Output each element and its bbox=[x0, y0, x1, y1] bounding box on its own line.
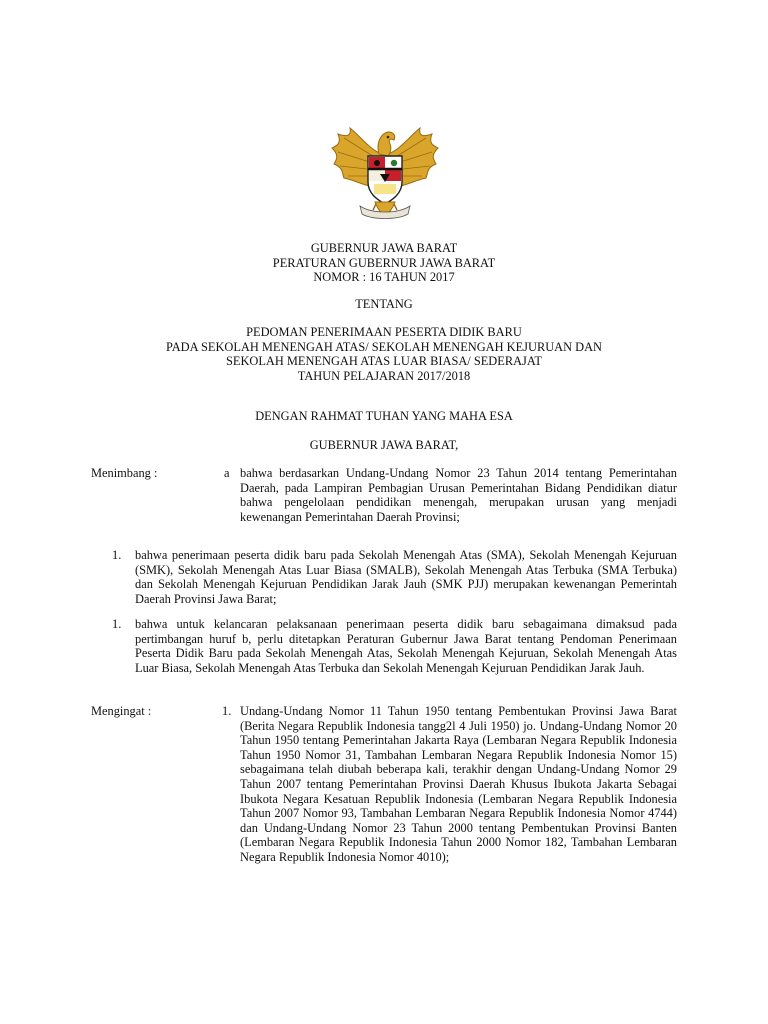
menimbang-item-a-marker: a bbox=[224, 466, 230, 480]
mengingat-item-1-marker: 1. bbox=[222, 704, 232, 718]
tentang-heading: TENTANG bbox=[355, 297, 413, 311]
menimbang-item-c-text: bahwa untuk kelancaran pelaksanaan penerimaan peserta didik baru sebagaimana dimaksud pada pertimbangan huruf b, perlu ditetapkan Peraturan Gubernur Jawa Barat tentang Pendoman Penerimaan Peserta Didik Baru pada Sekolah Menengah Atas, Sekolah Menengah Kejuruan, Sekolah Menengah Atas Luar Biasa, Sekolah Menengah Atas Terbuka dan Sekolah Menengah Kejuruan Pendidikan Jarak Jauh. bbox=[135, 617, 677, 675]
rahmat-line: DENGAN RAHMAT TUHAN YANG MAHA ESA bbox=[255, 409, 513, 423]
title-line-3: SEKOLAH MENENGAH ATAS LUAR BIASA/ SEDERAJAT bbox=[225, 354, 542, 369]
gubernur-line: GUBERNUR JAWA BARAT, bbox=[309, 438, 459, 452]
menimbang-item-b-marker: 1. bbox=[112, 548, 122, 562]
menimbang-item-c-marker: 1. bbox=[112, 617, 122, 631]
menimbang-label: Menimbang : bbox=[91, 466, 158, 480]
title-block bbox=[0, 325, 768, 383]
garuda-emblem-icon bbox=[330, 124, 440, 224]
header-line-3: NOMOR : 16 TAHUN 2017 bbox=[313, 270, 455, 285]
mengingat-label: Mengingat : bbox=[91, 704, 152, 718]
menimbang-item-a-text: bahwa berdasarkan Undang-Undang Nomor 23 Tahun 2014 tentang Pemerintahan Daerah, pada Lampiran Pembagian Urusan Pemerintahan Bidang Pendidikan diatur bahwa pengelolaan pendidikan menengah, merupakan urusan yang menjadi kewenangan Pemerintahan Daerah Provinsi; bbox=[240, 466, 677, 524]
header-block bbox=[0, 241, 768, 285]
header-line-2: PERATURAN GUBERNUR JAWA BARAT bbox=[272, 255, 496, 270]
mengingat-item-1-text: Undang-Undang Nomor 11 Tahun 1950 tentang Pembentukan Provinsi Jawa Barat (Berita Negara Republik Indonesia tangg2l 4 Juli 1950) jo. Undang-Undang Nomor 20 Tahun 1950 tentang Pemerintahan Jakarta Raya (Lembaran Negara Republik Indonesia Tahun 1950 Nomor 31, Tambahan Lembaran Negara Republik Indonesia Nomor 15) sebagaimana telah diubah beberapa kali, terakhir dengan Undang-Undang Nomor 29 Tahun 2007 tentang Pemerintahan Provinsi Daerah Khusus Ibukota Jakarta Sebagai Ibukota Negara Kesatuan Republik Indonesia (Lembaran Negara Republik Indonesia Tahun 2007 Nomor 93, Tambahan Lembaran Negara Republik Indonesia Nomor 4744) dan Undang-Undang Nomor 23 Tahun 2000 tentang Pembentukan Provinsi Banten (Lembaran Negara Republik Indonesia Tahun 2000 Nomor 182, Tambahan Lembaran Negara Republik Indonesia Nomor 4010); bbox=[240, 704, 677, 864]
title-line-4: TAHUN PELAJARAN 2017/2018 bbox=[297, 368, 471, 383]
header-line-1: GUBERNUR JAWA BARAT bbox=[310, 241, 458, 255]
title-line-1: PEDOMAN PENERIMAAN PESERTA DIDIK BARU bbox=[246, 325, 522, 339]
title-line-2: PADA SEKOLAH MENENGAH ATAS/ SEKOLAH MENENGAH KEJURUAN DAN bbox=[165, 339, 603, 354]
menimbang-item-b-text: bahwa penerimaan peserta didik baru pada Sekolah Menengah Atas (SMA), Sekolah Menengah Kejuruan (SMK), Sekolah Menengah Atas Luar Biasa (SMALB), Sekolah Menengah Atas Terbuka (SMA Terbuka) dan Sekolah Menengah Kejuruan Pendidikan Jarak Jauh (SMK PJJ) merupakan kewenangan Pemerintah Daerah Provinsi Jawa Barat; bbox=[135, 548, 677, 606]
